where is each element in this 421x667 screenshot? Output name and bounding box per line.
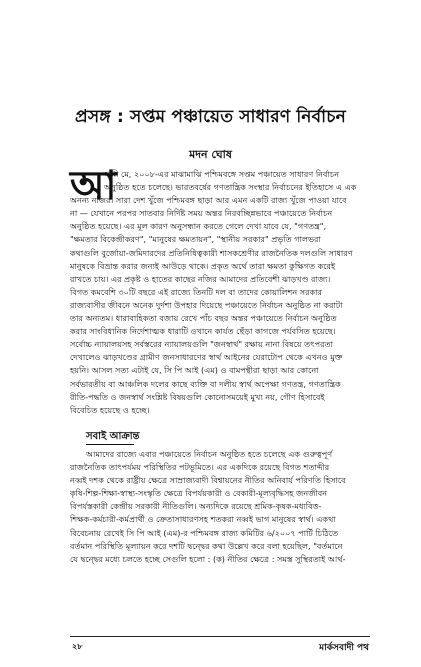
text-line: "ক্ষমতার বিকেন্দ্রীকরণ", "মানুষের ক্ষমতায়ন", "স্থানীয় সরকার" প্রভৃতি গালভরা	[70, 234, 321, 245]
text-line: না — যেখানে পরপর সাতবার নির্দিষ্ট সময় অন্তর নিরবচ্ছিন্নভাবে পঞ্চায়েতে নির্বাচন	[70, 208, 333, 219]
text-line: নব্বই দশক থেকে রাষ্ট্রীয় ক্ষেত্রে সাম্রাজ্যবাদী বিশ্বায়নের নীতির অনিবার্য পরিণতি হিসাবে	[70, 475, 346, 486]
text-line: কথাগুলি বুর্জোয়া-জমিদারদের প্রতিনিধিত্বকারী শাসকশ্রেণীর রাজনৈতিক দলগুলি সাধারণ	[70, 247, 353, 258]
text-line: মানুষকে বিভ্রান্ত করার জন্যই আউড়ে থাকে। প্রকৃত অর্থে তারা ক্ষমতা কুক্ষিগত করেই	[70, 260, 336, 271]
text-line: সর্বোচ্চ ন্যায়ালয়সহ সর্বস্তরের ন্যায়ালয়গুলি "জনস্বার্থ" রক্ষায় নানা বিষয়ে তৎপরতা	[70, 339, 333, 350]
text-line: বিপর্যস্তকারী কেন্দ্রীয় সরকারী নীতিগুলি। অন্যদিকে রয়েছে শ্রমিক-কৃষক-মধ্যবিত্ত-	[70, 501, 322, 512]
text-line: কৃষি-শিল্প-শিক্ষা-স্বাস্থ্য-সংস্কৃতি ক্ষেত্রে বিপর্যয়কারী ও বেকারী-মূল্যবৃদ্ধিসহ জনজীবন	[70, 488, 328, 499]
text-line: অনুষ্ঠিত হতে চলেছে। ভারতবর্ষের গণতান্ত্রিক সংস্থার নির্বাচনের ইতিহাসে এ এক	[104, 182, 357, 193]
text-line: সর্বভারতীয় বা আঞ্চলিক দলের কাছে ব্যক্তি বা দলীয় স্বার্থ অপেক্ষা গণতন্ত্র, গণতান্ত্রিক	[70, 378, 341, 389]
text-line: বিবেচিত হয়েছে ও হচ্ছে।	[70, 404, 150, 415]
text-line: শিক্ষক-কর্মচারী-কর্মপ্রার্থী ও ক্রেতাসাধারণসহ শতকরা নব্বই ভাগ মানুষের স্বার্থ। একথা	[70, 514, 336, 525]
heading-underline	[86, 444, 134, 445]
text-line: অনন্য নজির। সারা দেশ খুঁজে পশ্চিমবঙ্গ ছাড়া আর এমন একটি রাজ্য খুঁজে পাওয়া যাবে	[70, 195, 347, 206]
text-line: বর্তমান পরিস্থিতি মূল্যায়ন করে দশটি দ্বন্দ্বের কথা উল্লেখ করে বলা হয়েছিল, "বর্তমানে	[70, 540, 343, 551]
drop-cap: আ	[70, 163, 117, 209]
paragraph-section	[70, 448, 370, 566]
text-line: অনুষ্ঠিত হয়েছে। এর মূল কারণ অনুসন্ধান করতে গেলে দেখা যাবে যে, "গণতন্ত্র",	[70, 221, 327, 232]
journal-name: মার্কসবাদী পথ	[319, 643, 369, 653]
text-line: রাখতে চায়। এর প্রকৃষ্ট ও হাতের কাছের নজির আমাদের প্রতিবেশী ঝাড়খণ্ড রাজ্য।	[70, 273, 331, 284]
page-number: ২৮	[72, 642, 83, 651]
text-line: তার অন্যতম। ধারাবাহিকতা বজায় রেখে পাঁচ বছর অন্তর পঞ্চায়েতে নির্বাচন অনুষ্ঠিত	[70, 313, 337, 324]
text-line: গামী মে, ২০০৮-এর মাঝামাঝি পশ্চিমবঙ্গে সপ্তম পঞ্চায়েত সাধারণ নির্বাচন	[104, 169, 340, 179]
text-line: রীতি-পদ্ধতি ও জনস্বার্থ সংশ্লিষ্ট বিষয়গুলি কোনোসময়েই মুখ্য নয়, গৌণ হিসাবেই	[70, 391, 325, 402]
footer-divider	[70, 636, 370, 637]
text-line: বিগত কমবেশি ৩০টি বছরে এই রাজ্যে তিনটি দল বা তাদের কোয়ালিশন সরকার	[70, 286, 322, 297]
text-line: করার সাংবিধানিক নির্দেশাত্মক ধারাটি ওখানে কার্যত ছেঁড়া কাগজে পর্যবসিত হয়েছে।	[70, 326, 336, 337]
text-line: বিবেচনায় রেখেই সি পি আই (এম)-র পশ্চিমবঙ্গ রাজ্য কমিটির ৬/২০০৭ পার্টি চিঠিতে	[70, 527, 339, 538]
text-line: রাজনৈতিক তাৎপর্যময় পরিস্থিতির পটভূমিতে। এর একদিকে রয়েছে বিগত শতাব্দীর	[70, 462, 330, 473]
text-line: যে দ্বন্দ্বের মধ্যে চলতে হচ্ছে সেগুলি হলো : (ক) নীতির ক্ষেত্রে : সমস্ত সুস্থিরতাই আর্থ-	[70, 553, 346, 564]
author-name: মদন ঘোষ	[189, 148, 232, 161]
text-line: রাজ্যবাসীর জীবনে অনেক দুর্দশা উপহার দিয়েছে পঞ্চায়েতে নির্বাচন অনুষ্ঠিত না করাটা	[70, 299, 343, 310]
paragraph-intro	[70, 163, 370, 417]
article-title: প্রসঙ্গ : সপ্তম পঞ্চায়েত সাধারণ নির্বাচন	[75, 107, 346, 127]
section-heading: সবাই আক্রান্ত	[86, 431, 140, 442]
text-line: দেখালেও ঝাড়খণ্ডের গ্রামীণ জনসাধারণের স্বার্থ আইনের যেরাটোপ থেকে এখনও মুক্ত	[70, 352, 343, 363]
text-line: হয়নি। আসল সত্য এটাই যে, সি পি আই (এম) ও বামপন্থীরা ছাড়া আর কোনো	[70, 365, 319, 376]
text-line: আমাদের রাজ্যে এবার পঞ্চায়েতে নির্বাচন অনুষ্ঠিত হতে চলেছে এক গুরুত্বপূর্ণ	[86, 449, 333, 459]
